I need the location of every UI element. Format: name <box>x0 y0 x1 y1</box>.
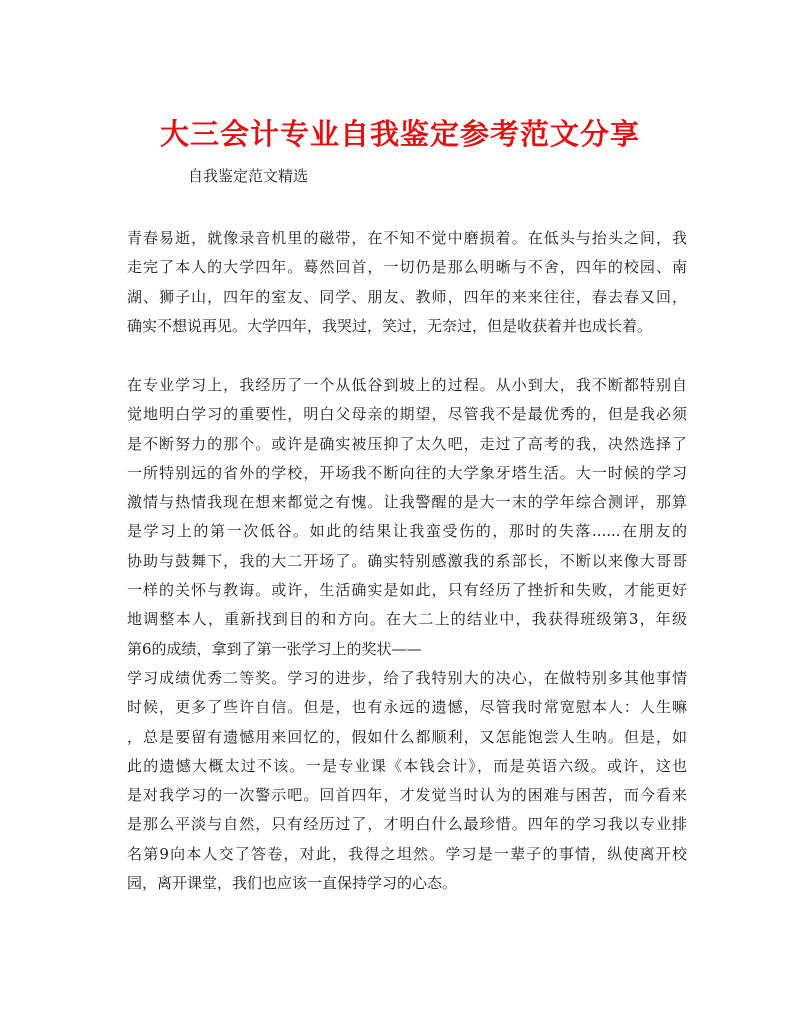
paragraph-line: 时候，更多了些许自信。但是，也有永远的遗憾，尽管我时常宽慰本人：人生嘛 <box>127 698 687 717</box>
paragraph-line: 是那么平淡与自然，只有经历过了，才明白什么最珍惜。四年的学习我以专业排 <box>127 815 687 834</box>
paragraph-line: 青春易逝，就像录音机里的磁带，在不知不觉中磨损着。在低头与抬头之间，我 <box>127 229 687 247</box>
paragraph-2 <box>127 371 687 898</box>
document-title: 大三会计专业自我鉴定参考范文分享 <box>159 117 640 151</box>
paragraph-line: 第6的成绩，拿到了第一张学习上的奖状—— <box>127 639 422 658</box>
paragraph-line: 是不断努力的那个。或许是确实被压抑了太久吧，走过了高考的我，决然选择了 <box>127 434 687 453</box>
paragraph-1 <box>127 224 687 341</box>
paragraph-line: 觉地明白学习的重要性，明白父母亲的期望，尽管我不是最优秀的，但是我必须 <box>127 405 687 424</box>
paragraph-line: 地调整本人，重新找到目的和方向。在大二上的结业中，我获得班级第3，年级 <box>127 610 687 629</box>
paragraph-line: 是学习上的第一次低谷。如此的结果让我蛮受伤的，那时的失落......在朋友的 <box>127 522 687 541</box>
paragraph-line: ，总是要留有遗憾用来回忆的，假如什么都顺利，又怎能饱尝人生呐。但是，如 <box>127 727 687 746</box>
document-subtitle: 自我鉴定范文精选 <box>188 167 309 185</box>
paragraph-line: 确实不想说再见。大学四年，我哭过，笑过，无奈过，但是收获着并也成长着。 <box>127 316 653 335</box>
paragraph-line: 湖、狮子山，四年的室友、同学、朋友、教师，四年的来来往往，春去春又回， <box>127 287 687 306</box>
paragraph-line: 一样的关怀与教诲。或许，生活确实是如此，只有经历了挫折和失败，才能更好 <box>127 581 687 600</box>
paragraph-line: 此的遗憾大概太过不该。一是专业课《本钱会计》，而是英语六级。或许，这也 <box>127 756 687 775</box>
paragraph-line: 在专业学习上，我经历了一个从低谷到坡上的过程。从小到大，我不断都特别自 <box>127 376 687 394</box>
paragraph-line: 协助与鼓舞下，我的大二开场了。确实特别感激我的系部长，不断以来像大哥哥 <box>127 551 687 570</box>
paragraph-line: 走完了本人的大学四年。蓦然回首，一切仍是那么明晰与不舍，四年的校园、南 <box>127 258 687 277</box>
paragraph-line: 一所特别远的省外的学校，开场我不断向往的大学象牙塔生活。大一时候的学习 <box>127 463 687 482</box>
paragraph-line: 激情与热情我现在想来都觉之有愧。让我警醒的是大一末的学年综合测评，那算 <box>127 493 687 512</box>
paragraph-line: 是对我学习的一次警示吧。回首四年，才发觉当时认为的困难与困苦，而今看来 <box>127 786 687 805</box>
paragraph-line: 学习成绩优秀二等奖。学习的进步，给了我特别大的决心，在做特别多其他事情 <box>127 668 687 687</box>
paragraph-line: 名第9向本人交了答卷，对此，我得之坦然。学习是一辈子的事情，纵使离开校 <box>127 844 687 863</box>
paragraph-line: 园，离开课堂，我们也应该一直保持学习的心态。 <box>127 874 458 893</box>
